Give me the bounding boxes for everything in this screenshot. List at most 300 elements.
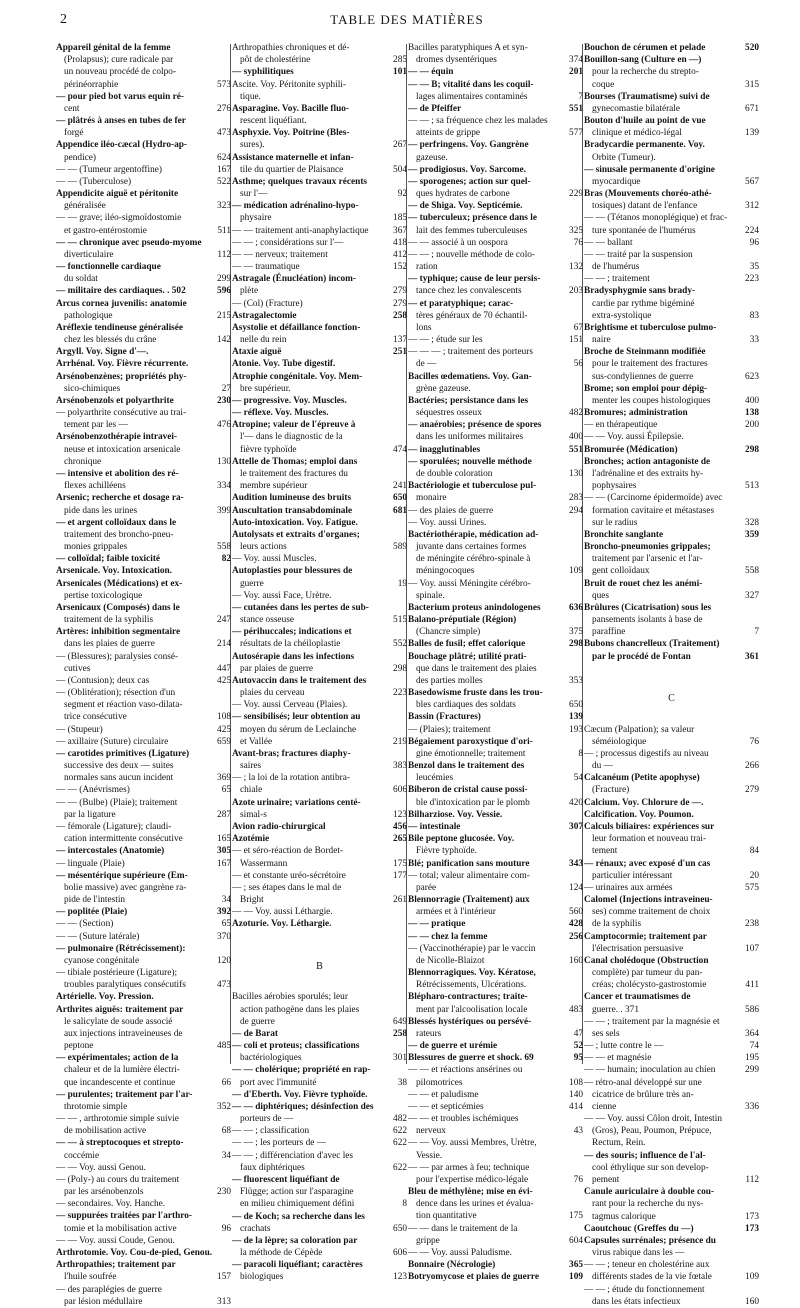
index-entry: [232, 1125, 407, 1137]
page-ref: 365: [569, 1260, 583, 1271]
entry-text: pôt de cholestérine: [240, 55, 311, 66]
entry-text: forgé: [64, 128, 84, 139]
index-entry: [232, 54, 407, 66]
index-entry: [232, 127, 407, 139]
index-entry: [232, 1162, 407, 1174]
entry-text: — total; valeur alimentaire com-: [408, 870, 530, 881]
entry-text: Asystolie et défaillance fonction-: [232, 322, 361, 333]
index-entry: [232, 724, 407, 736]
index-entry: [584, 991, 759, 1003]
index-entry: [232, 870, 407, 882]
index-entry: [584, 918, 759, 930]
index-entry: [232, 821, 407, 833]
entry-text: armées et à l'intérieur: [416, 907, 496, 918]
index-entry: [584, 1296, 759, 1308]
index-entry: [232, 468, 407, 480]
page-ref: 66: [221, 1077, 231, 1088]
entry-text: Bright: [240, 895, 264, 906]
entry-text: Artères: inhibition segmentaire: [56, 627, 181, 638]
entry-text: tagmus calorique: [592, 1211, 656, 1222]
entry-text: — fluorescent liquéfiant de: [232, 1174, 340, 1185]
page-ref: 623: [745, 371, 759, 382]
index-entry: [56, 1125, 231, 1137]
entry-text: — ; lutte contre le —: [584, 1041, 664, 1052]
index-entry: [56, 505, 231, 517]
entry-text: Auscultation transabdominale: [232, 505, 353, 516]
index-entry: [584, 212, 759, 224]
index-entry: [584, 42, 759, 54]
entry-text: cool éthylique sur son develop-: [592, 1162, 709, 1173]
index-entry: [408, 176, 583, 188]
index-entry: [584, 931, 759, 943]
index-entry: [584, 322, 759, 334]
entry-text: pathologique: [64, 310, 113, 321]
page-ref: 473: [217, 980, 231, 991]
index-entry: [56, 407, 231, 419]
entry-text: guerre: [240, 578, 264, 589]
index-entry: [232, 419, 407, 431]
index-entry: [584, 590, 759, 602]
index-entry: [232, 772, 407, 784]
entry-text: Arsenicales (Médications) et ex-: [56, 578, 183, 589]
entry-text: l'électrisation persuasive: [592, 943, 684, 954]
page-ref: 152: [393, 262, 407, 273]
entry-text: — — ; les porteurs de —: [232, 1138, 326, 1149]
page-ref: 35: [749, 262, 759, 273]
page-ref: 139: [569, 712, 583, 723]
entry-text: traitement des broncho-pneu-: [64, 529, 174, 540]
entry-text: complète) par tumeur du pan-: [592, 968, 703, 979]
entry-text: Arcus cornea juvenilis: anatomie: [56, 298, 187, 309]
page-ref: 38: [397, 1077, 407, 1088]
index-entry: [408, 1247, 583, 1259]
page-ref: 414: [569, 1101, 583, 1112]
entry-text: Arsénobenzènes; propriétés phy-: [56, 371, 187, 382]
entry-text: — des plaies de guerre: [408, 505, 494, 516]
entry-text: Canule auriculaire à double cou-: [584, 1187, 714, 1198]
page-ref: 551: [569, 103, 583, 114]
entry-text: que dans le traitement des plaies: [416, 663, 537, 674]
index-entry: [408, 127, 583, 139]
index-entry: [408, 334, 583, 346]
page-ref: 137: [393, 335, 407, 346]
index-entry: [584, 529, 759, 541]
index-entry: [584, 748, 759, 760]
index-entry: [56, 383, 231, 395]
page-ref: 482: [569, 408, 583, 419]
entry-text: — paracoli liquéfiant; caractères: [232, 1260, 363, 1271]
entry-text: — intensive et abolition des ré-: [56, 469, 179, 479]
index-entry: [408, 906, 583, 918]
page-ref: 334: [217, 481, 231, 492]
index-entry: [584, 882, 759, 894]
entry-text: Bouillon-sang (Culture en —): [584, 55, 702, 66]
page-ref: 392: [217, 907, 231, 918]
index-entry: [584, 79, 759, 91]
entry-text: — purulentes; traitement par l'ar-: [56, 1089, 193, 1100]
index-entry: [408, 419, 583, 431]
entry-text: Azote urinaire; variations centé-: [232, 797, 361, 808]
entry-text: — (Stupeur): [56, 724, 103, 735]
entry-text: ques hydrates de carbone: [416, 189, 510, 200]
page-ref: 173: [745, 1211, 759, 1222]
index-entry: [232, 833, 407, 845]
page-ref: 265: [393, 834, 407, 845]
entry-text: tement: [592, 846, 618, 857]
entry-text: — suppurées traitées par l'arthro-: [56, 1211, 192, 1222]
entry-text: Calomel (Injections intraveineu-: [584, 895, 713, 906]
entry-text: par la ligature: [64, 809, 116, 820]
entry-text: séquestres osseux: [416, 408, 482, 419]
entry-text: chaleur et de la lumière électri-: [64, 1065, 180, 1076]
index-entry: [56, 152, 231, 164]
entry-text: résultats de la chéiloplastie: [240, 639, 341, 650]
entry-text: — — Voy. aussi Coude, Genou.: [56, 1235, 175, 1246]
entry-text: généralisée: [64, 201, 106, 212]
entry-text: — — Voy. aussi Côlon droit, Intestin: [584, 1114, 722, 1125]
entry-text: tile du quartier de Plaisance: [240, 164, 344, 175]
page-ref: 8: [402, 1199, 407, 1210]
index-entry: [232, 79, 407, 91]
index-entry: [408, 565, 583, 577]
page-ref: 551: [569, 444, 583, 455]
index-entry: [408, 91, 583, 103]
index-entry: [408, 1004, 583, 1016]
entry-text: pophysaires: [592, 481, 637, 492]
index-entry: [584, 225, 759, 237]
index-entry: [232, 675, 407, 687]
page-ref: 52: [573, 1041, 583, 1052]
page-ref: 123: [393, 1272, 407, 1283]
page-ref: 636: [569, 602, 583, 613]
page-ref: 361: [745, 651, 759, 662]
entry-text: — rénaux; avec exposé d'un cas: [584, 858, 711, 869]
index-entry: [56, 298, 231, 310]
entry-text: — — ; sa fréquence chez les malades: [408, 116, 548, 127]
page-ref: 671: [745, 103, 759, 114]
index-entry: [56, 760, 231, 772]
index-entry: [232, 249, 407, 261]
index-entry: [56, 66, 231, 78]
entry-text: le salicylate de soude associé: [64, 1016, 173, 1027]
index-entry: [232, 614, 407, 626]
entry-text: — — ; nouvelle méthode de colo-: [408, 249, 536, 260]
index-entry: [408, 1016, 583, 1028]
entry-text: — fonctionnelle cardiaque: [56, 262, 161, 273]
index-entry: [408, 918, 583, 930]
index-entry: [584, 1198, 759, 1210]
entry-text: ration: [416, 262, 438, 273]
entry-text: — prodigiosus. Voy. Sarcome.: [408, 164, 526, 175]
index-entry: [232, 407, 407, 419]
entry-text: — — Voy. aussi Épilepsie.: [584, 432, 684, 443]
entry-text: — — et septicémies: [408, 1101, 484, 1112]
entry-text: — — ; teneur en cholestérine aux: [584, 1260, 710, 1271]
entry-text: Appareil génital de la femme: [56, 42, 171, 53]
entry-text: Bromurée (Médication): [584, 444, 678, 455]
index-entry: [56, 371, 231, 383]
entry-text: nelle du rein: [240, 335, 287, 346]
entry-text: Camptocormie; traitement par: [584, 931, 707, 942]
entry-text: ture spontanée de l'humérus: [592, 225, 696, 236]
entry-text: — de Shiga. Voy. Septicémie.: [408, 201, 523, 212]
page-ref: 515: [393, 615, 407, 626]
index-entry: [408, 602, 583, 614]
index-entry: [56, 1040, 231, 1052]
index-entry: [584, 480, 759, 492]
index-entry: [56, 432, 231, 444]
entry-text: — polyarthrite consécutive au trai-: [56, 408, 187, 419]
entry-text: bolie massive) avec gangrène ra-: [64, 882, 187, 893]
index-entry: [232, 991, 407, 1003]
index-entry: [408, 931, 583, 943]
index-entry: [408, 285, 583, 297]
index-entry: [584, 1004, 759, 1016]
entry-text: formation cavitaire et métastases: [592, 505, 715, 516]
index-entry: [584, 1028, 759, 1040]
page-ref: 140: [569, 1089, 583, 1100]
entry-text: Basedowisme fruste dans les trou-: [408, 688, 543, 699]
index-entry: [56, 894, 231, 906]
entry-text: de la syphilis: [592, 919, 642, 930]
index-entry: [56, 310, 231, 322]
entry-text: Bactériologie et tuberculose pul-: [408, 481, 537, 492]
page-ref: 325: [569, 225, 583, 236]
page-ref: 112: [217, 249, 231, 260]
page-ref: 43: [573, 1126, 583, 1137]
index-entry: [584, 955, 759, 967]
page-ref: 173: [745, 1223, 759, 1234]
entry-text: sures).: [240, 140, 265, 151]
index-entry: [232, 298, 407, 310]
index-entry: [232, 42, 407, 54]
entry-text: moyen du sérum de Leclainche: [240, 724, 357, 735]
index-entry: [56, 833, 231, 845]
entry-text: Arrhénal. Voy. Fièvre récurrente.: [56, 359, 189, 370]
index-entry: [232, 590, 407, 602]
page-ref: 219: [393, 736, 407, 747]
index-entry: [584, 1259, 759, 1271]
entry-text: Calcium. Voy. Chlorure de —.: [584, 797, 704, 808]
index-entry: [408, 991, 583, 1003]
index-entry: [584, 298, 759, 310]
index-entry: [584, 164, 759, 176]
page-ref: 108: [569, 1077, 583, 1088]
entry-text: — coli et proteus; classifications: [232, 1041, 360, 1052]
entry-text: Audition lumineuse des bruits: [232, 493, 352, 504]
entry-text: extra-systolique: [592, 310, 652, 321]
entry-text: Bronchite sanglante: [584, 529, 664, 540]
page-ref: 650: [393, 1223, 407, 1234]
index-entry: [56, 1211, 231, 1223]
index-entry: [232, 200, 407, 212]
entry-text: dans les uniformes militaires: [416, 432, 524, 443]
entry-text: Bassin (Fractures): [408, 712, 481, 723]
index-entry: [408, 1235, 583, 1247]
index-entry: [232, 687, 407, 699]
entry-text: Flügge; action sur l'asparagine: [240, 1187, 354, 1198]
entry-text: Azoturie. Voy. Léthargie.: [232, 919, 332, 930]
entry-text: l'adrénaline et des extraits hy-: [592, 469, 704, 479]
page-ref: 160: [569, 955, 583, 966]
index-entry: [232, 736, 407, 748]
entry-text: ment par l'alcoolisation locale: [416, 1004, 528, 1015]
index-entry: [584, 1052, 759, 1064]
index-entry: [584, 724, 759, 736]
running-header: [54, 10, 760, 32]
entry-text: sus-condyliennes de guerre: [592, 371, 694, 382]
index-entry: [232, 273, 407, 285]
index-entry: [584, 967, 759, 979]
page-ref: 604: [569, 1235, 583, 1246]
entry-text: — médication adrénalino-hypo-: [232, 201, 359, 212]
entry-text: — — ballant: [584, 237, 633, 248]
page-ref: 65: [221, 919, 231, 930]
page-ref: 485: [217, 1041, 231, 1052]
entry-text: différents stades de la vie fœtale: [592, 1272, 712, 1283]
index-entry: [56, 346, 231, 358]
index-entry: [408, 1101, 583, 1113]
index-entry: [56, 1247, 231, 1259]
entry-text: ques: [592, 590, 610, 601]
index-entry: [408, 432, 583, 444]
page-ref: 109: [745, 1272, 759, 1283]
entry-text: Bile peptone glucosée. Voy.: [408, 834, 515, 845]
entry-text: — — ; traitement: [584, 274, 650, 285]
entry-text: plaies du cerveau: [240, 688, 305, 699]
entry-text: pendice): [64, 152, 97, 163]
index-entry: [408, 164, 583, 176]
entry-text: sur l'—: [240, 189, 268, 200]
page-ref: 107: [745, 943, 759, 954]
page-ref: 238: [745, 919, 759, 930]
entry-text: bles cardiaques des soldats: [416, 700, 516, 711]
page-ref: 447: [217, 663, 231, 674]
entry-text: — axillaire (Suture) circulaire: [56, 736, 169, 747]
entry-text: Blennorragie (Traitement) aux: [408, 895, 530, 906]
index-entry: [232, 882, 407, 894]
entry-text: Bactériothérapie, médication ad-: [408, 529, 539, 540]
index-entry: [232, 237, 407, 249]
entry-text: périnéorraphie: [64, 79, 119, 90]
entry-text: clinique et médico-légal: [592, 128, 682, 139]
entry-text: par les arsénobenzols: [64, 1187, 144, 1198]
index-entry: [232, 322, 407, 334]
entry-text: — typhique; cause de leur persis-: [408, 274, 541, 285]
entry-text: cienne: [592, 1101, 617, 1112]
index-entry: [584, 1162, 759, 1174]
index-entry: [56, 115, 231, 127]
entry-text: Arsénobenzothérapie intravei-: [56, 432, 178, 443]
page-ref: 369: [217, 773, 231, 784]
entry-text: Blessures de guerre et shock. 69: [408, 1053, 534, 1064]
index-column-1: [56, 42, 231, 1307]
entry-text: — — ; considérations sur l'—: [232, 237, 344, 248]
entry-text: flexes achilléens: [64, 481, 126, 492]
index-entry: [584, 809, 759, 821]
entry-text: Balano-préputiale (Région): [408, 615, 517, 626]
entry-text: — sinusale permanente d'origine: [584, 164, 715, 175]
entry-text: Bacilles œdematiens. Voy. Gan-: [408, 371, 532, 382]
page-ref: 92: [397, 189, 407, 200]
index-entry: [232, 1174, 407, 1186]
entry-text: — — (Tumeur argentoffine): [56, 164, 162, 175]
index-entry: [56, 103, 231, 115]
index-entry: [408, 1064, 583, 1076]
entry-text: simal-s: [240, 809, 267, 820]
page-ref: 327: [745, 590, 759, 601]
index-entry: [408, 614, 583, 626]
page-ref: 200: [745, 420, 759, 431]
page-ref: 573: [217, 79, 231, 90]
index-entry: [232, 1077, 407, 1089]
page-ref: 65: [221, 785, 231, 796]
index-entry: [232, 906, 407, 918]
index-entry: [232, 334, 407, 346]
page-ref: 456: [393, 821, 407, 832]
entry-text: par plaies de guerre: [240, 663, 314, 674]
entry-text: Capsules surrénales; présence du: [584, 1235, 716, 1246]
index-entry: [408, 505, 583, 517]
page-ref: 511: [217, 225, 231, 236]
entry-text: — — , arthrotomie simple suivie: [56, 1114, 179, 1125]
entry-text: — (Contusion); deux cas: [56, 675, 150, 686]
page-ref: 101: [393, 67, 407, 78]
index-entry: [56, 395, 231, 407]
entry-text: par lésion médullaire: [64, 1296, 143, 1307]
entry-text: — (Vaccinothérapie) par le vaccin: [408, 943, 536, 954]
index-entry: [56, 565, 231, 577]
index-entry: [408, 1028, 583, 1040]
index-entry: [584, 626, 759, 638]
index-entry: [584, 395, 759, 407]
index-entry: [584, 760, 759, 772]
index-entry: [408, 1223, 583, 1235]
entry-text: — Voy. aussi Urines.: [408, 517, 487, 528]
entry-text: Broncho-pneumonies grippales;: [584, 542, 711, 553]
index-entry: [232, 1198, 407, 1210]
entry-text: Arthrotomie. Voy. Cou-de-pied, Genou.: [56, 1248, 213, 1258]
page-ref: 476: [217, 420, 231, 431]
entry-text: Azotémie: [232, 834, 270, 845]
entry-text: rateurs: [416, 1028, 442, 1039]
index-entry: [408, 687, 583, 699]
index-entry: [584, 541, 759, 553]
entry-text: Bacterium proteus anindologenes: [408, 602, 541, 613]
index-entry: [232, 1113, 407, 1125]
page-ref: 151: [569, 335, 583, 346]
page-ref: 74: [749, 1041, 759, 1052]
index-entry: [408, 675, 583, 687]
entry-text: — (Col) (Fracture): [232, 298, 303, 309]
page-ref: 353: [569, 675, 583, 686]
entry-text: Atropine; valeur de l'épreuve à: [232, 420, 356, 431]
entry-text: — — traumatique: [232, 262, 300, 273]
entry-text: — Voy. aussi Muscles.: [232, 554, 317, 565]
index-entry: [232, 212, 407, 224]
entry-text: stance osseuse: [240, 615, 294, 626]
index-entry: [584, 1223, 759, 1235]
index-entry: [56, 578, 231, 590]
page-ref: 624: [217, 152, 231, 163]
entry-text: Botryomycose et plaies de guerre: [408, 1272, 539, 1283]
entry-text: l'huile soufrée: [64, 1272, 117, 1283]
entry-text: cutives: [64, 663, 91, 674]
index-entry: [408, 225, 583, 237]
entry-text: Arthrites aiguës: traitement par: [56, 1004, 184, 1015]
entry-text: le traitement des fractures du: [240, 469, 348, 479]
index-entry: [56, 1016, 231, 1028]
